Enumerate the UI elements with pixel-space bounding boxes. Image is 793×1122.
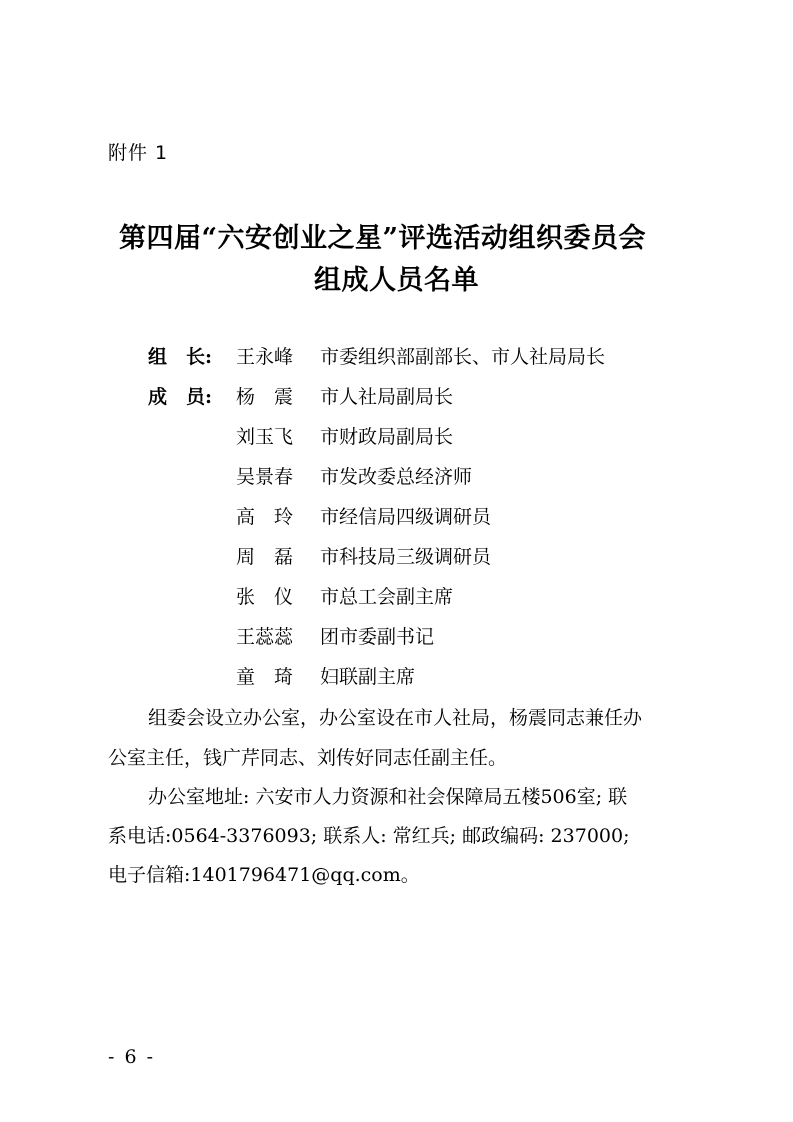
member-post: 市科技局三级调研员 bbox=[320, 546, 492, 568]
member-role: 组 长: bbox=[148, 346, 213, 368]
address-paragraph-line: 系电话:0564-3376093; 联系人: 常红兵; 邮政编码: 237000; bbox=[108, 825, 630, 847]
member-row bbox=[0, 582, 793, 622]
member-row bbox=[0, 662, 793, 702]
member-post: 市发改委总经济师 bbox=[320, 466, 473, 488]
member-name: 周 磊 bbox=[236, 546, 294, 568]
address-paragraph-line: 办公室地址: 六安市人力资源和社会保障局五楼506室; 联 bbox=[148, 786, 628, 808]
page-number: - 6 - bbox=[108, 1046, 156, 1068]
member-row bbox=[0, 462, 793, 502]
member-name: 王蕊蕊 bbox=[236, 626, 294, 648]
member-name: 王永峰 bbox=[236, 346, 294, 368]
member-post: 市财政局副局长 bbox=[320, 426, 454, 448]
member-name: 吴景春 bbox=[236, 466, 294, 488]
member-row bbox=[0, 382, 793, 422]
member-name: 童 琦 bbox=[236, 666, 294, 688]
member-row bbox=[0, 422, 793, 462]
member-name: 高 玲 bbox=[236, 506, 294, 528]
member-row bbox=[0, 542, 793, 582]
document-title-line-1: 第四届“六安创业之星”评选活动组织委员会 bbox=[118, 223, 647, 254]
member-post: 市委组织部副部长、市人社局局长 bbox=[320, 346, 606, 368]
member-row bbox=[0, 622, 793, 662]
member-post: 市人社局副局长 bbox=[320, 386, 454, 408]
attachment-label: 附件 1 bbox=[108, 142, 169, 164]
office-paragraph-line: 公室主任，钱广芹同志、刘传好同志任副主任。 bbox=[108, 747, 508, 769]
member-name: 杨 震 bbox=[236, 386, 294, 408]
member-post: 市经信局四级调研员 bbox=[320, 506, 492, 528]
document-title-line-2: 组成人员名单 bbox=[314, 265, 479, 296]
member-post: 妇联副主席 bbox=[320, 666, 416, 688]
member-post: 团市委副书记 bbox=[320, 626, 435, 648]
member-role: 成 员: bbox=[148, 386, 213, 408]
member-name: 张 仪 bbox=[236, 586, 294, 608]
member-row bbox=[0, 502, 793, 542]
address-paragraph-line: 电子信箱:1401796471@qq.com。 bbox=[108, 864, 420, 886]
office-paragraph-line: 组委会设立办公室，办公室设在市人社局，杨震同志兼任办 bbox=[148, 707, 643, 729]
member-name: 刘玉飞 bbox=[236, 426, 294, 448]
member-row bbox=[0, 342, 793, 382]
member-post: 市总工会副主席 bbox=[320, 586, 454, 608]
